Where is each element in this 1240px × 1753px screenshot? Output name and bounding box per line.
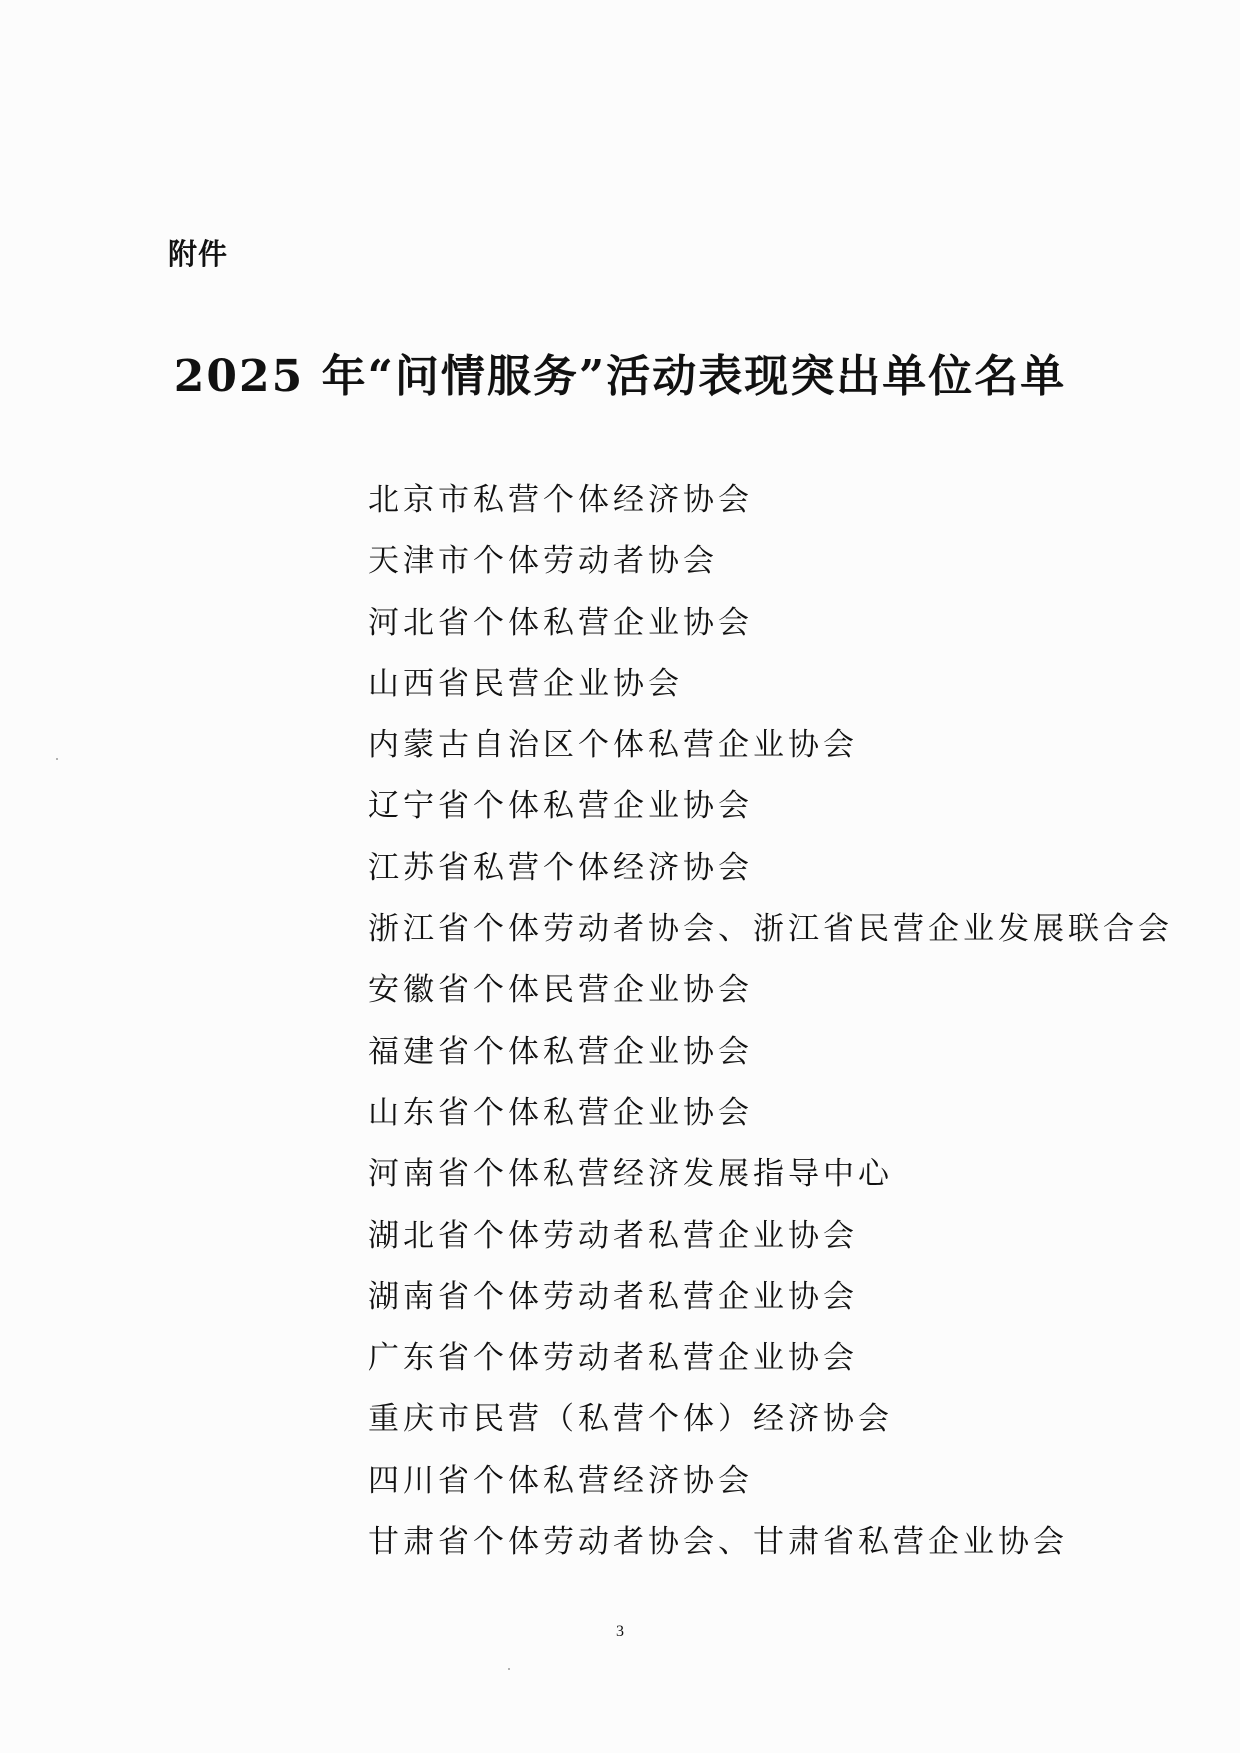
list-item: 湖北省个体劳动者私营企业协会 bbox=[368, 1217, 858, 1254]
list-item: 甘肃省个体劳动者协会、甘肃省私营企业协会 bbox=[368, 1524, 1068, 1561]
list-item: 安徽省个体民营企业协会 bbox=[368, 972, 753, 1009]
attachment-label: 附件 bbox=[168, 237, 229, 271]
list-item: 内蒙古自治区个体私营企业协会 bbox=[368, 727, 858, 764]
scan-speck bbox=[56, 758, 58, 760]
list-item: 河北省个体私营企业协会 bbox=[368, 604, 753, 641]
scan-speck bbox=[508, 1668, 510, 1670]
list-item: 山西省民营企业协会 bbox=[368, 665, 683, 702]
list-item: 江苏省私营个体经济协会 bbox=[368, 849, 753, 886]
list-item: 福建省个体私营企业协会 bbox=[368, 1033, 753, 1070]
list-item: 北京市私营个体经济协会 bbox=[368, 482, 753, 518]
list-item: 山东省个体私营企业协会 bbox=[368, 1094, 753, 1131]
unit-list bbox=[368, 470, 1173, 1573]
list-item: 重庆市民营（私营个体）经济协会 bbox=[368, 1401, 893, 1438]
list-item: 四川省个体私营经济协会 bbox=[368, 1462, 753, 1499]
list-item: 广东省个体劳动者私营企业协会 bbox=[368, 1340, 858, 1377]
list-item: 河南省个体私营经济发展指导中心 bbox=[368, 1156, 893, 1193]
list-item: 浙江省个体劳动者协会、浙江省民营企业发展联合会 bbox=[368, 911, 1173, 948]
list-item: 湖南省个体劳动者私营企业协会 bbox=[368, 1278, 858, 1315]
list-item: 天津市个体劳动者协会 bbox=[368, 543, 718, 580]
list-item: 辽宁省个体私营企业协会 bbox=[368, 788, 753, 825]
page-number: 3 bbox=[616, 1623, 624, 1640]
page-title: 2025 年“问情服务”活动表现突出单位名单 bbox=[173, 351, 1067, 402]
